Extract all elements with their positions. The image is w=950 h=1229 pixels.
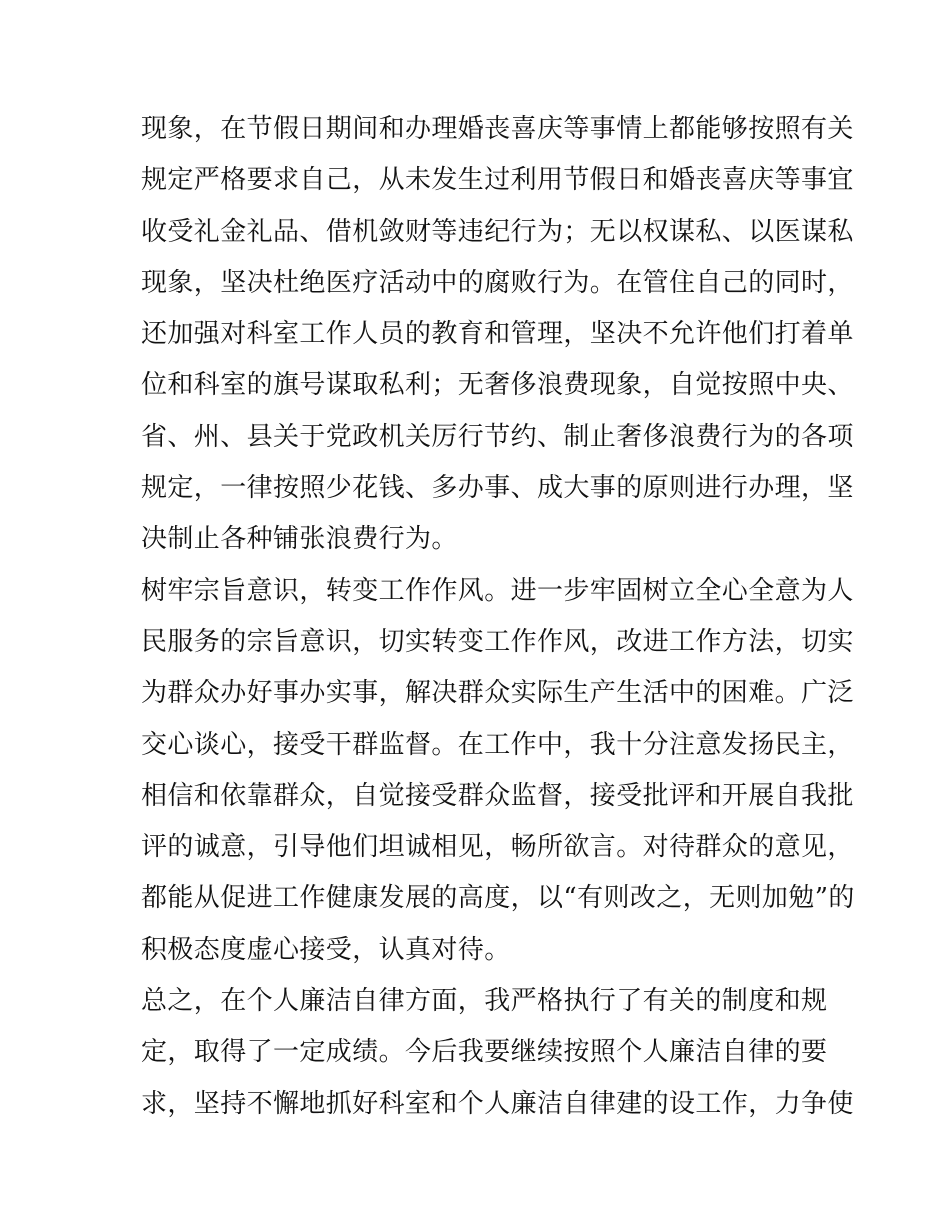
text-line: 都能从促进工作健康发展的高度，以“有则改之，无则加勉”的 bbox=[141, 883, 855, 914]
text-line: 定，取得了一定成绩。今后我要继续按照个人廉洁自律的要 bbox=[141, 1037, 828, 1068]
text-line: 规定，一律按照少花钱、多办事、成大事的原则进行办理，坚 bbox=[141, 473, 854, 504]
text-line: 相信和依靠群众，自觉接受群众监督，接受批评和开展自我批 bbox=[141, 780, 854, 811]
text-line: 积极态度虚心接受，认真对待。 bbox=[141, 934, 511, 965]
text-line: 现象，坚决杜绝医疗活动中的腐败行为。在管住自己的同时， bbox=[141, 267, 854, 298]
document-body-text bbox=[141, 104, 855, 1130]
text-line: 民服务的宗旨意识，切实转变工作作风，改进工作方法，切实 bbox=[141, 626, 854, 657]
text-line: 决制止各种铺张浪费行为。 bbox=[141, 524, 458, 555]
text-line: 还加强对科室工作人员的教育和管理，坚决不允许他们打着单 bbox=[141, 319, 854, 350]
text-line: 求，坚持不懈地抓好科室和个人廉洁自律建的设工作，力争使 bbox=[141, 1088, 854, 1119]
text-line: 为群众办好事办实事，解决群众实际生产生活中的困难。广泛 bbox=[141, 678, 854, 709]
text-line: 交心谈心，接受干群监督。在工作中，我十分注意发扬民主， bbox=[141, 729, 854, 760]
text-line: 位和科室的旗号谋取私利；无奢侈浪费现象，自觉按照中央、 bbox=[141, 370, 854, 401]
text-line: 总之，在个人廉洁自律方面，我严格执行了有关的制度和规 bbox=[141, 986, 828, 1017]
text-line: 收受礼金礼品、借机敛财等违纪行为；无以权谋私、以医谋私 bbox=[141, 216, 854, 247]
text-line: 省、州、县关于党政机关厉行节约、制止奢侈浪费行为的各项 bbox=[141, 421, 854, 452]
text-line: 规定严格要求自己，从未发生过利用节假日和婚丧喜庆等事宜 bbox=[141, 165, 854, 196]
text-line: 树牢宗旨意识，转变工作作风。进一步牢固树立全心全意为人 bbox=[141, 575, 854, 606]
text-line: 评的诚意，引导他们坦诚相见，畅所欲言。对待群众的意见， bbox=[141, 832, 854, 863]
text-line: 现象，在节假日期间和办理婚丧喜庆等事情上都能够按照有关 bbox=[141, 114, 854, 144]
